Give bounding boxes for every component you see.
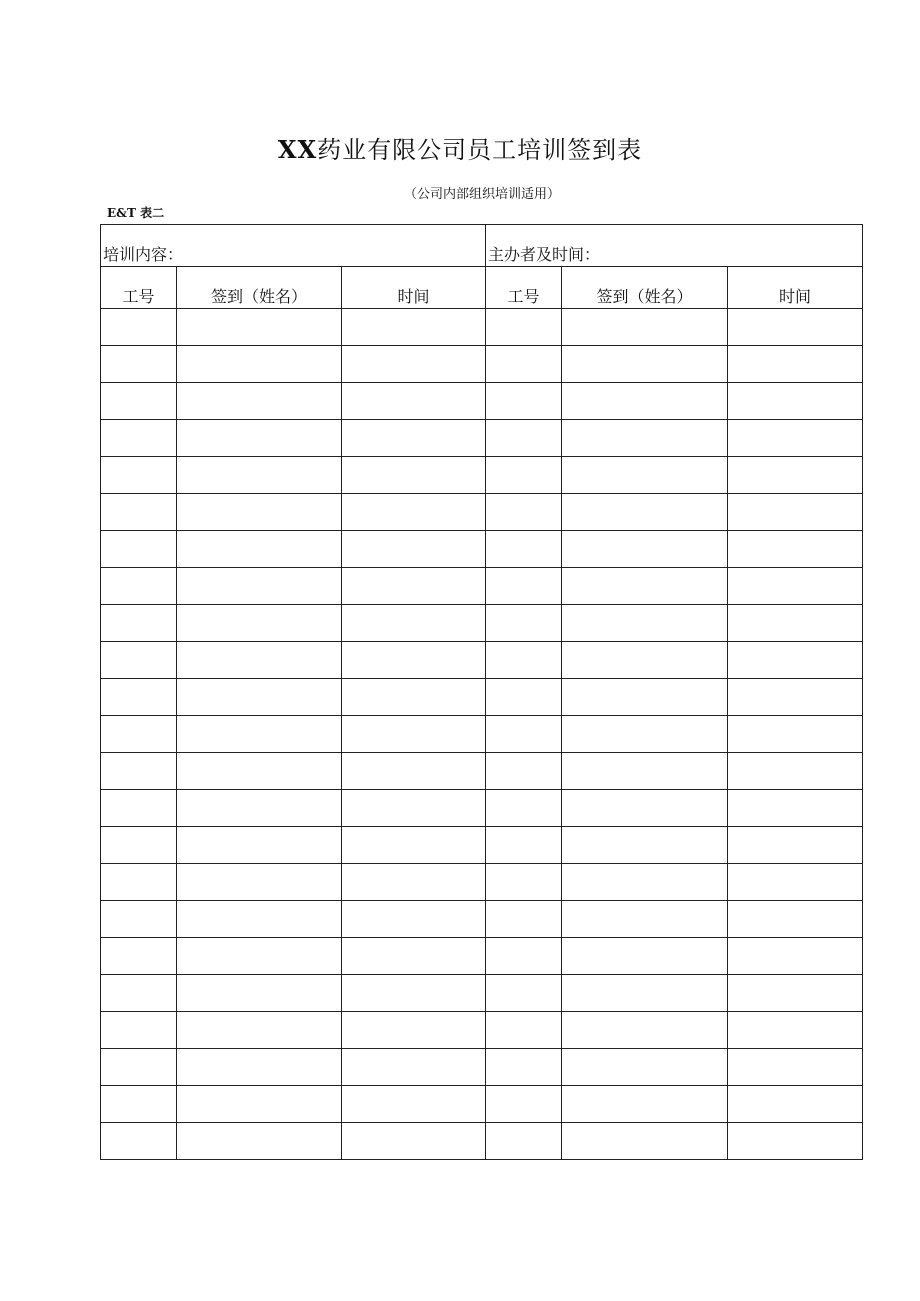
employee-id-cell[interactable] [486,679,562,716]
signature-cell[interactable] [177,494,342,531]
time-cell[interactable] [342,1123,486,1160]
time-cell[interactable] [342,494,486,531]
employee-id-cell[interactable] [101,901,177,938]
signature-cell[interactable] [562,1049,728,1086]
signature-cell[interactable] [177,790,342,827]
column-header-signature: 签到（姓名） [177,267,342,309]
signature-cell[interactable] [177,864,342,901]
time-cell[interactable] [342,1086,486,1123]
employee-id-cell[interactable] [101,346,177,383]
employee-id-cell[interactable] [486,1123,562,1160]
employee-id-cell[interactable] [486,716,562,753]
time-cell[interactable] [728,864,863,901]
signature-cell[interactable] [177,827,342,864]
time-cell[interactable] [728,494,863,531]
signature-cell[interactable] [177,568,342,605]
time-cell[interactable] [728,790,863,827]
table-row [101,716,863,753]
signature-cell[interactable] [177,938,342,975]
employee-id-cell[interactable] [486,790,562,827]
table-row [101,568,863,605]
time-cell[interactable] [728,568,863,605]
time-cell[interactable] [728,716,863,753]
time-cell[interactable] [728,1086,863,1123]
signature-cell[interactable] [177,1123,342,1160]
time-cell[interactable] [728,975,863,1012]
column-header-time: 时间 [342,267,486,309]
signature-cell[interactable] [562,568,728,605]
signature-cell[interactable] [562,938,728,975]
time-cell[interactable] [342,753,486,790]
employee-id-cell[interactable] [486,494,562,531]
time-cell[interactable] [728,642,863,679]
employee-id-cell[interactable] [101,1012,177,1049]
signature-cell[interactable] [562,1123,728,1160]
time-cell[interactable] [728,753,863,790]
signature-cell[interactable] [562,864,728,901]
table-row [101,1123,863,1160]
employee-id-cell[interactable] [101,827,177,864]
table-row [101,457,863,494]
employee-id-cell[interactable] [486,1012,562,1049]
column-header-employee-id: 工号 [101,267,177,309]
time-cell[interactable] [728,457,863,494]
employee-id-cell[interactable] [101,1123,177,1160]
employee-id-cell[interactable] [486,975,562,1012]
signature-cell[interactable] [562,975,728,1012]
table-row [101,938,863,975]
time-cell[interactable] [728,531,863,568]
time-cell[interactable] [342,568,486,605]
column-header-signature: 签到（姓名） [562,267,728,309]
table-row [101,346,863,383]
table-row [101,383,863,420]
time-cell[interactable] [342,309,486,346]
employee-id-cell[interactable] [101,679,177,716]
employee-id-cell[interactable] [486,642,562,679]
time-cell[interactable] [342,346,486,383]
employee-id-cell[interactable] [486,864,562,901]
time-cell[interactable] [728,938,863,975]
employee-id-cell[interactable] [486,568,562,605]
signature-cell[interactable] [177,605,342,642]
table-row [101,642,863,679]
time-cell[interactable] [342,1012,486,1049]
employee-id-cell[interactable] [486,938,562,975]
sign-in-table [100,224,863,1160]
time-cell[interactable] [342,457,486,494]
signature-cell[interactable] [177,531,342,568]
time-cell[interactable] [728,346,863,383]
employee-id-cell[interactable] [486,531,562,568]
signature-cell[interactable] [177,346,342,383]
employee-id-cell[interactable] [101,753,177,790]
time-cell[interactable] [728,1049,863,1086]
table-row [101,1049,863,1086]
document-title [0,132,920,168]
table-row [101,309,863,346]
signature-cell[interactable] [562,679,728,716]
time-cell[interactable] [342,383,486,420]
time-cell[interactable] [342,1049,486,1086]
title-prefix: XX [277,135,318,164]
signature-cell[interactable] [177,383,342,420]
time-cell[interactable] [342,605,486,642]
employee-id-cell[interactable] [101,1086,177,1123]
signature-cell[interactable] [562,531,728,568]
employee-id-cell[interactable] [486,753,562,790]
employee-id-cell[interactable] [101,457,177,494]
employee-id-cell[interactable] [101,309,177,346]
time-cell[interactable] [342,975,486,1012]
time-cell[interactable] [342,827,486,864]
time-cell[interactable] [728,901,863,938]
signature-cell[interactable] [177,679,342,716]
signature-cell[interactable] [177,1086,342,1123]
column-header-employee-id: 工号 [486,267,562,309]
signature-cell[interactable] [562,790,728,827]
employee-id-cell[interactable] [101,790,177,827]
table-row [101,790,863,827]
signature-cell[interactable] [562,420,728,457]
employee-id-cell[interactable] [486,420,562,457]
signature-cell[interactable] [177,1012,342,1049]
employee-id-cell[interactable] [486,1049,562,1086]
signature-cell[interactable] [177,975,342,1012]
employee-id-cell[interactable] [486,309,562,346]
employee-id-cell[interactable] [101,420,177,457]
time-cell[interactable] [728,679,863,716]
time-cell[interactable] [342,679,486,716]
signature-cell[interactable] [562,753,728,790]
signature-cell[interactable] [177,753,342,790]
time-cell[interactable] [728,1123,863,1160]
employee-id-cell[interactable] [101,642,177,679]
table-row [101,531,863,568]
time-cell[interactable] [728,420,863,457]
time-cell[interactable] [342,420,486,457]
signature-cell[interactable] [562,457,728,494]
employee-id-cell[interactable] [101,864,177,901]
time-cell[interactable] [728,605,863,642]
signature-cell[interactable] [562,494,728,531]
time-cell[interactable] [342,938,486,975]
time-cell[interactable] [728,309,863,346]
training-content-field[interactable]: 培训内容： [101,225,486,267]
signature-cell[interactable] [177,1049,342,1086]
time-cell[interactable] [728,827,863,864]
employee-id-cell[interactable] [101,568,177,605]
column-header-row [101,267,863,309]
table-row [101,494,863,531]
signature-cell[interactable] [562,346,728,383]
employee-id-cell[interactable] [486,1086,562,1123]
signature-cell[interactable] [177,457,342,494]
employee-id-cell[interactable] [486,605,562,642]
table-row [101,975,863,1012]
table-row [101,605,863,642]
signature-cell[interactable] [562,309,728,346]
table-row [101,864,863,901]
employee-id-cell[interactable] [486,383,562,420]
organizer-time-field[interactable]: 主办者及时间： [486,225,863,267]
table-row [101,1012,863,1049]
table-row [101,679,863,716]
time-cell[interactable] [342,790,486,827]
signature-cell[interactable] [177,716,342,753]
employee-id-cell[interactable] [101,975,177,1012]
employee-id-cell[interactable] [101,716,177,753]
signature-cell[interactable] [562,605,728,642]
employee-id-cell[interactable] [486,901,562,938]
table-row [101,753,863,790]
time-cell[interactable] [342,642,486,679]
form-code: E&T 表二 [107,206,165,220]
employee-id-cell[interactable] [486,827,562,864]
column-header-time: 时间 [728,267,863,309]
table-row [101,901,863,938]
signature-cell[interactable] [177,642,342,679]
employee-id-cell[interactable] [101,938,177,975]
time-cell[interactable] [342,901,486,938]
info-row [101,225,863,267]
time-cell[interactable] [342,716,486,753]
employee-id-cell[interactable] [101,383,177,420]
employee-id-cell[interactable] [486,457,562,494]
time-cell[interactable] [342,864,486,901]
document-subtitle: （公司内部组织培训适用） [403,187,560,202]
signature-cell[interactable] [177,420,342,457]
employee-id-cell[interactable] [101,531,177,568]
table-row [101,420,863,457]
signature-cell[interactable] [177,309,342,346]
time-cell[interactable] [342,531,486,568]
time-cell[interactable] [728,383,863,420]
employee-id-cell[interactable] [101,605,177,642]
employee-id-cell[interactable] [101,1049,177,1086]
signature-cell[interactable] [562,383,728,420]
signature-cell[interactable] [562,642,728,679]
signature-cell[interactable] [177,901,342,938]
employee-id-cell[interactable] [101,494,177,531]
signature-cell[interactable] [562,716,728,753]
table-row [101,827,863,864]
table-row [101,1086,863,1123]
title-text: 药业有限公司员工培训签到表 [317,136,643,164]
time-cell[interactable] [728,1012,863,1049]
signature-cell[interactable] [562,827,728,864]
signature-cell[interactable] [562,901,728,938]
signature-cell[interactable] [562,1086,728,1123]
signature-cell[interactable] [562,1012,728,1049]
employee-id-cell[interactable] [486,346,562,383]
